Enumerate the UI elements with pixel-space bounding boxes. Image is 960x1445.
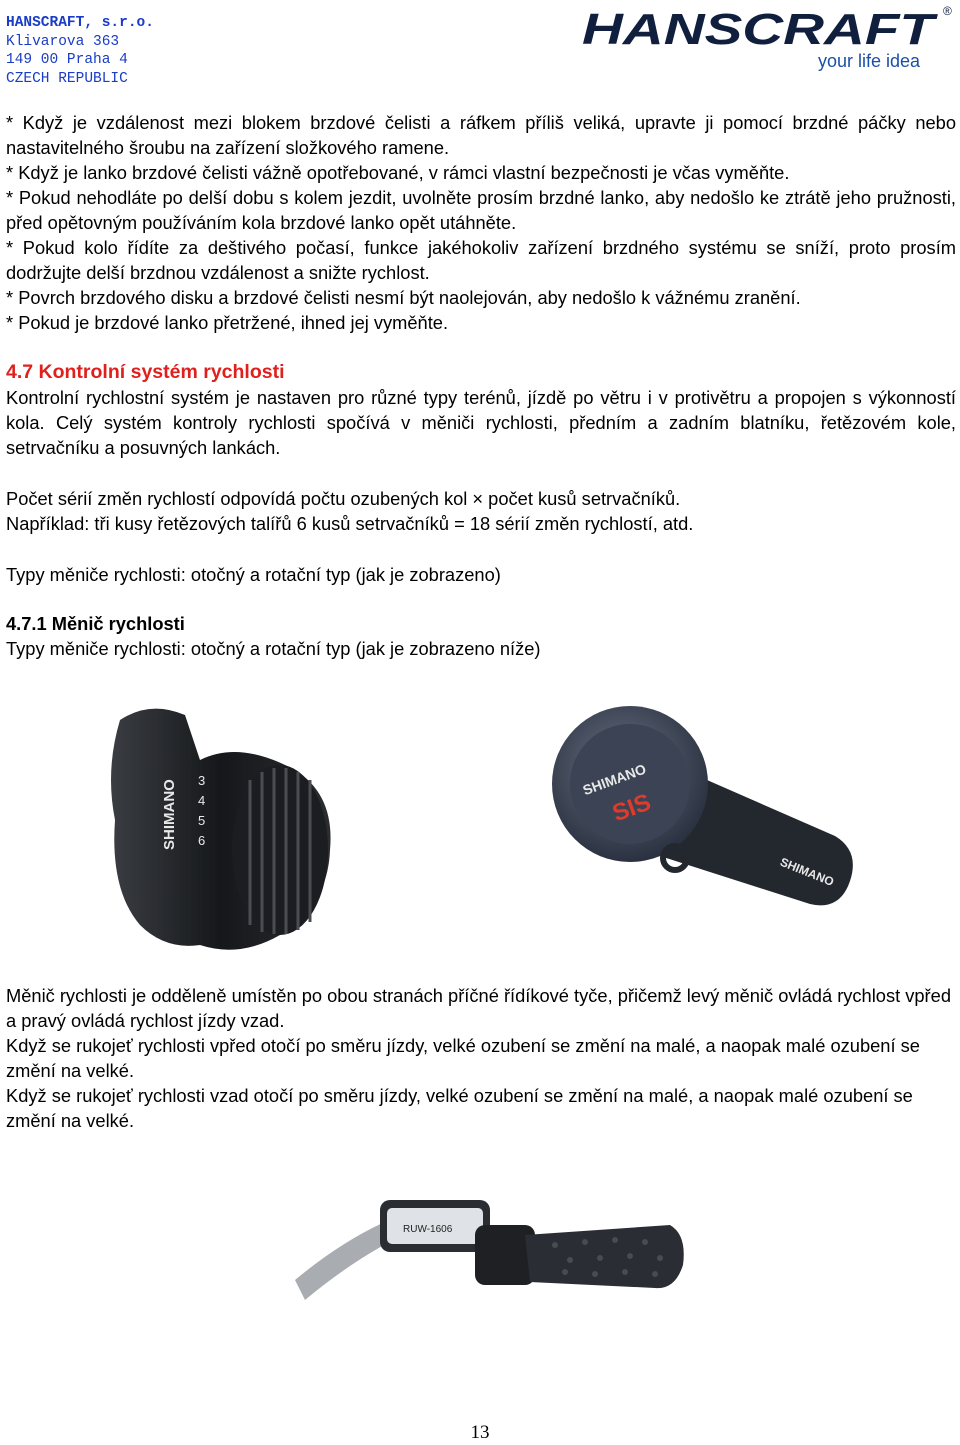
subsection-number: 4.7.1 — [6, 613, 47, 634]
shifter-brand: SHIMANO — [580, 760, 649, 799]
subsection-4-7-1 — [6, 611, 956, 661]
description-paragraph: Když se rukojeť rychlosti vpřed otočí po směru jízdy, velké ozubení se změní na malé, a naopak malé ozubení se změní na velké. — [6, 1035, 920, 1081]
handlebar-shifter-image — [295, 1170, 685, 1325]
grip-shifter-image — [90, 700, 340, 960]
company-name: HANSCRAFT, s.r.o. — [6, 15, 154, 31]
logo-wordmark: HANSCRAFT — [582, 5, 939, 54]
display-label: RUW-1606 — [403, 1224, 453, 1235]
brake-note: * Pokud nehodláte po delší dobu s kolem jezdit, uvolněte prosím brzdné lanko, aby nedošlo ke ztrátě jeho pružnosti, před opětovným používáním kola brzdové lanko opět utáhněte. — [6, 187, 956, 233]
company-address — [6, 14, 154, 88]
sis-badge: SIS — [608, 788, 655, 828]
subsection-title: Měnič rychlosti — [51, 613, 185, 634]
shifter-types — [6, 562, 956, 587]
brake-note: * Pokud je brzdové lanko přetržené, ihned jej vyměňte. — [6, 312, 449, 333]
gear-example-line: Například: tři kusy řetězových talířů 6 kusů setrvačníků = 18 sérií změn rychlostí, atd. — [6, 513, 694, 534]
gear-number: 5 — [198, 813, 206, 828]
description-paragraph: Když se rukojeť rychlosti vzad otočí po směru jízdy, velké ozubení se změní na malé, a naopak malé ozubení se změní na velké. — [6, 1085, 913, 1131]
description-paragraph: Měnič rychlosti je odděleně umístěn po obou stranách příčné řídíkové tyče, přičemž levý měnič ovládá rychlost vpřed a pravý ovládá rychlost jízdy vzad. — [6, 985, 951, 1031]
subsection-types-line: Typy měniče rychlosti: otočný a rotační typ (jak je zobrazeno níže) — [6, 638, 541, 659]
shifter-description — [6, 983, 956, 1133]
address-street: Klivarova 363 — [6, 33, 120, 50]
shifter-types-line: Typy měniče rychlosti: otočný a rotační typ (jak je zobrazeno) — [6, 564, 501, 585]
hanscraft-logo — [580, 2, 954, 72]
section-4-7 — [6, 360, 956, 460]
gear-number: 6 — [198, 833, 206, 848]
gear-count — [6, 486, 956, 536]
address-city: 149 00 Praha 4 — [6, 52, 128, 68]
shifter-brand: SHIMANO — [161, 779, 178, 850]
handle-brand: SHIMANO — [778, 854, 836, 890]
gear-count-line: Počet sérií změn rychlostí odpovídá počtu ozubených kol × počet kusů setrvačníků. — [6, 488, 681, 509]
brake-note: * Když je vzdálenost mezi blokem brzdové čelisti a ráfkem příliš veliká, upravte ji pomocí brzdné páčky nebo nastavitelného šroubu na zařízení složkového ramene. — [6, 112, 956, 158]
subsection-heading — [6, 611, 956, 636]
brake-note: * Pokud kolo řídíte za deštivého počasí, funkce jakéhokoliv zařízení brzdného systému se sníží, proto prosím dodržujte delší brzdnou vzdálenost a snižte rychlost. — [6, 237, 956, 283]
thumb-shifter-image — [505, 706, 870, 916]
gear-number: 4 — [198, 793, 206, 808]
section-heading — [6, 360, 956, 385]
section-title: Kontrolní systém rychlosti — [38, 361, 285, 383]
brake-note: * Když je lanko brzdové čelisti vážně opotřebované, v rámci vlastní bezpečnosti je včas vyměňte. — [6, 162, 790, 183]
brake-note: * Povrch brzdového disku a brzdové čelisti nesmí být naolejován, aby nedošlo k vážnému zranění. — [6, 287, 801, 308]
logo-tagline: your life idea — [818, 51, 921, 71]
address-country: CZECH REPUBLIC — [6, 70, 128, 87]
section-number: 4.7 — [6, 361, 34, 383]
brake-notes — [6, 110, 956, 335]
page-number: 13 — [470, 1422, 490, 1443]
gear-number: 3 — [198, 773, 206, 788]
logo-registered-mark: ® — [943, 4, 952, 18]
section-intro: Kontrolní rychlostní systém je nastaven pro různé typy terénů, jízdě po větru i v protivětru a propojen s výkonností kola. Celý systém kontroly rychlosti spočívá v měniči rychlosti, předním a zadním blatníku, řetězovém kole, setrvačníku a posuvných lankách. — [6, 387, 956, 458]
